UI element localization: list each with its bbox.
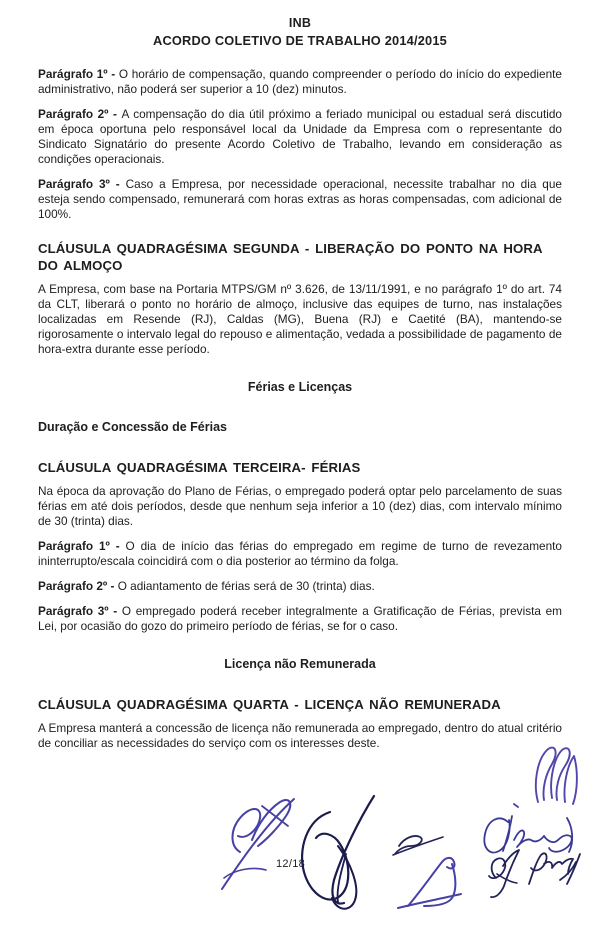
document-title: ACORDO COLETIVO DE TRABALHO 2014/2015: [153, 33, 447, 48]
paragraph-3-ferias: [38, 604, 562, 634]
paragraph-1-ferias: [38, 539, 562, 569]
paragraph-label: Parágrafo 3º -: [38, 604, 122, 618]
org-name: INB: [288, 16, 312, 30]
subsection-duracao-concessao: Duração e Concessão de Férias: [38, 420, 227, 434]
signature-topright-ink: [514, 748, 577, 807]
clause-42-body: A Empresa, com base na Portaria MTPS/GM nº 3.626, de 13/11/1991, e no parágrafo 1º do art. 74 da CLT, liberará o ponto no horário de almoço, inclusive das equipes de turno, nas instalações localizadas em Resende (RJ), Caldas (MG), Buena (RJ) e Caetité (BA), mantendo-se rigorosamente o intervalo legal do repouso e alimentação, vedada a possibilidade de pagamento de hora-extra durante esse período.: [38, 282, 562, 356]
document-header: [38, 15, 562, 49]
paragraph-text: O empregado poderá receber integralmente a Gratificação de Férias, prevista em Lei, por ocasião do gozo do primeiro período de férias, se for o caso.: [38, 604, 562, 633]
section-ferias-licencas: Férias e Licenças: [247, 380, 353, 394]
paragraph-text: O horário de compensação, quando compreender o período do início do expediente administrativo, não poderá ser superior a 10 (dez) minutos.: [38, 67, 562, 96]
clause-44-heading: CLÁUSULA QUADRAGÉSIMA QUARTA - LICENÇA NÃO REMUNERADA: [38, 697, 501, 712]
paragraph-1-compensacao: [38, 67, 562, 97]
signature-left-ink: [222, 799, 294, 889]
paragraph-label: Parágrafo 2º -: [38, 107, 122, 121]
signature-center-ink: [302, 796, 374, 909]
page-number: 12/18: [276, 858, 306, 870]
section-licenca-nao-remunerada: Licença não Remunerada: [224, 657, 376, 671]
paragraph-label: Parágrafo 3º -: [38, 177, 126, 191]
signature-triangle-ink: [398, 858, 461, 908]
paragraph-3-compensacao: [38, 177, 562, 222]
clause-42-heading: CLÁUSULA QUADRAGÉSIMA SEGUNDA - LIBERAÇÃO DO PONTO NA HORA DO ALMOÇO: [38, 241, 543, 273]
clause-43-body: Na época da aprovação do Plano de Férias, o empregado poderá optar pelo parcelamento de suas férias em até dois períodos, desde que nenhum seja inferior a 10 (dez) dias, com intervalo mínimo de 30 (trinta) dias.: [38, 484, 562, 528]
signature-alves-ink: [484, 816, 572, 852]
paragraph-2-compensacao: [38, 107, 562, 167]
paragraph-label: Parágrafo 1º -: [38, 67, 119, 81]
paragraph-text: O adiantamento de férias será de 30 (trinta) dias.: [117, 579, 375, 593]
paragraph-text: O dia de início das férias do empregado em regime de turno de revezamento ininterrupto/escala coincidirá com o dia posterior ao término da folga.: [38, 539, 562, 568]
signature-small-ink: [393, 836, 443, 855]
signature-pant-ink: [489, 850, 580, 897]
clause-43-heading: CLÁUSULA QUADRAGÉSIMA TERCEIRA- FÉRIAS: [38, 460, 361, 475]
paragraph-label: Parágrafo 2º -: [38, 579, 118, 593]
paragraph-label: Parágrafo 1º -: [38, 539, 126, 553]
paragraph-2-ferias: [38, 579, 562, 594]
clause-44-body: A Empresa manterá a concessão de licença não remunerada ao empregado, dentro do atual critério de conciliar as necessidades do serviço com os interesses deste.: [38, 721, 562, 750]
paragraph-text: Caso a Empresa, por necessidade operacional, necessite trabalhar no dia que esteja sendo compensado, remunerará com horas extras as horas compensadas, com adicional de 100%.: [38, 177, 562, 221]
paragraph-text: A compensação do dia útil próximo a feriado municipal ou estadual será discutido em época oportuna pelo responsável local da Unidade da Empresa com o representante do Sindicato Signatário do presente Acordo Coletivo de Trabalho, levando em consideração as condições operacionais.: [38, 107, 562, 166]
